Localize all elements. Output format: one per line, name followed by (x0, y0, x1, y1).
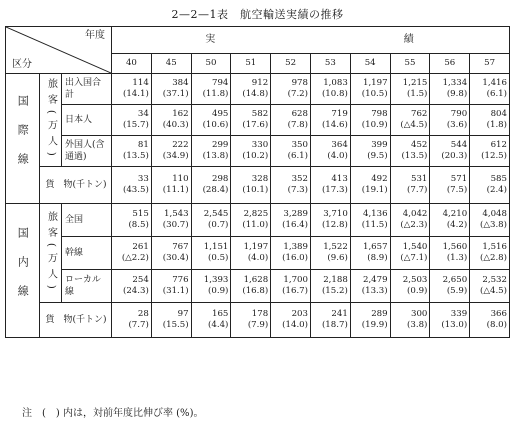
data-cell (430, 136, 470, 167)
data-cell (390, 74, 430, 105)
cell-growth-rate: (7.9) (247, 320, 269, 330)
data-cell (430, 74, 470, 105)
data-cell (191, 237, 231, 270)
category-label: 幹線 (62, 237, 112, 270)
data-cell (191, 74, 231, 105)
data-cell (191, 270, 231, 303)
category-label: 日本人 (62, 105, 112, 136)
cell-value: 4,042 (402, 208, 428, 219)
cell-value: 628 (291, 108, 308, 119)
cell-growth-rate: (30.4) (162, 253, 189, 263)
data-cell (271, 303, 311, 338)
data-cell (191, 204, 231, 237)
cell-growth-rate: (0.9) (407, 286, 428, 296)
data-cell (390, 270, 430, 303)
year-header: 40 (112, 54, 152, 74)
cell-growth-rate: (31.1) (162, 286, 189, 296)
cell-value: 2,650 (442, 274, 468, 285)
cell-growth-rate: (14.0) (282, 320, 308, 330)
cell-value: 366 (490, 308, 507, 319)
footnote: 注 ( ) 内は，対前年度比伸び率 (%)。 (22, 408, 204, 419)
data-cell (151, 204, 191, 237)
cell-value: 1,334 (442, 77, 468, 88)
data-cell (311, 167, 351, 204)
cell-growth-rate: (16.7) (282, 286, 308, 296)
cell-growth-rate: (12.5) (481, 151, 507, 161)
cell-value: 794 (212, 77, 229, 88)
cell-growth-rate: (△2.8) (480, 253, 507, 263)
cell-growth-rate: (△4.5) (480, 286, 507, 296)
cell-value: 97 (177, 308, 189, 319)
cell-growth-rate: (24.3) (122, 286, 149, 296)
data-cell (112, 204, 152, 237)
cell-value: 330 (251, 139, 269, 150)
cell-growth-rate: (△7.1) (400, 253, 428, 263)
passenger-label-domestic: 旅客(万人) (40, 204, 62, 303)
data-cell (470, 270, 510, 303)
data-cell (231, 74, 271, 105)
data-cell (311, 74, 351, 105)
table-row-intl-total (6, 74, 510, 105)
data-cell (271, 105, 311, 136)
cell-value: 912 (251, 77, 269, 88)
cell-value: 582 (251, 108, 269, 119)
data-cell (430, 167, 470, 204)
cell-growth-rate: (13.5) (401, 151, 428, 161)
cell-value: 203 (291, 308, 308, 319)
cell-growth-rate: (40.3) (162, 120, 189, 130)
cell-value: 4,048 (482, 208, 507, 219)
cell-value: 1,197 (362, 77, 388, 88)
cell-value: 299 (212, 139, 229, 150)
cell-value: 1,083 (323, 77, 348, 88)
cell-growth-rate: (15.2) (321, 286, 348, 296)
data-cell (390, 167, 430, 204)
year-header: 51 (231, 54, 271, 74)
cell-value: 767 (172, 241, 189, 252)
cell-value: 790 (450, 108, 468, 119)
cell-value: 114 (132, 77, 149, 88)
data-cell (112, 105, 152, 136)
data-cell (231, 270, 271, 303)
data-cell (112, 167, 152, 204)
table-row-intl-japanese (6, 105, 510, 136)
year-header: 55 (390, 54, 430, 74)
cell-growth-rate: (37.1) (162, 89, 189, 99)
cell-value: 1,393 (203, 274, 229, 285)
cell-growth-rate: (20.3) (441, 151, 468, 161)
group-header-b: 績 (311, 27, 510, 54)
cell-growth-rate: (△3.8) (480, 220, 507, 230)
category-label: 外国人(含通過) (62, 136, 112, 167)
cell-growth-rate: (11.8) (202, 89, 229, 99)
cell-growth-rate: (9.8) (446, 89, 468, 99)
data-cell (151, 237, 191, 270)
cell-value: 492 (371, 173, 388, 184)
category-label: 出入国合計 (62, 74, 112, 105)
cell-value: 1,389 (283, 241, 308, 252)
cell-growth-rate: (16.8) (242, 286, 269, 296)
data-cell (271, 237, 311, 270)
data-cell (350, 105, 390, 136)
cell-value: 298 (212, 173, 229, 184)
cell-growth-rate: (13.5) (122, 151, 149, 161)
cell-value: 4,210 (442, 208, 468, 219)
cell-value: 1,543 (164, 208, 189, 219)
cell-growth-rate: (16.4) (282, 220, 308, 230)
cell-growth-rate: (1.8) (486, 120, 507, 130)
table-row-dom-trunk (6, 237, 510, 270)
data-cell (350, 237, 390, 270)
cell-growth-rate: (9.5) (367, 151, 388, 161)
cell-value: 1,522 (323, 241, 348, 252)
cell-value: 762 (410, 108, 428, 119)
cell-value: 328 (251, 173, 269, 184)
data-cell (470, 74, 510, 105)
cell-growth-rate: (7.5) (446, 185, 468, 195)
year-header: 45 (151, 54, 191, 74)
cell-value: 776 (172, 274, 189, 285)
data-cell (350, 204, 390, 237)
cell-growth-rate: (10.5) (361, 89, 388, 99)
cell-value: 28 (137, 308, 149, 319)
cell-growth-rate: (9.6) (327, 253, 348, 263)
cell-growth-rate: (15.7) (122, 120, 149, 130)
year-header: 54 (350, 54, 390, 74)
cell-value: 178 (251, 308, 269, 319)
data-cell (151, 303, 191, 338)
data-cell (271, 136, 311, 167)
data-cell (151, 74, 191, 105)
data-cell (311, 270, 351, 303)
year-header: 52 (271, 54, 311, 74)
data-cell (470, 303, 510, 338)
cell-value: 4,136 (362, 208, 388, 219)
air-transport-table (5, 26, 510, 338)
cell-growth-rate: (11.1) (162, 185, 189, 195)
data-cell (231, 105, 271, 136)
data-cell (271, 204, 311, 237)
cell-growth-rate: (19.1) (361, 185, 388, 195)
cell-value: 612 (490, 139, 507, 150)
cell-growth-rate: (△2.2) (121, 253, 149, 263)
data-cell (390, 303, 430, 338)
cell-growth-rate: (4.2) (446, 220, 468, 230)
cell-value: 300 (410, 308, 428, 319)
cell-growth-rate: (13.0) (441, 320, 468, 330)
cell-growth-rate: (3.8) (407, 320, 428, 330)
cell-growth-rate: (10.1) (242, 185, 269, 195)
data-cell (191, 167, 231, 204)
cargo-label-international: 貨 物(千トン) (40, 167, 112, 204)
cell-value: 413 (331, 173, 348, 184)
data-cell (350, 167, 390, 204)
region-label-international: 国際線 (6, 74, 40, 204)
table-row-intl-cargo (6, 167, 510, 204)
table-row-dom-local (6, 270, 510, 303)
data-cell (430, 270, 470, 303)
data-cell (271, 270, 311, 303)
cell-value: 585 (490, 173, 507, 184)
cell-growth-rate: (12.8) (321, 220, 348, 230)
cell-growth-rate: (5.9) (446, 286, 468, 296)
data-cell (470, 237, 510, 270)
cell-value: 110 (172, 173, 189, 184)
cell-growth-rate: (10.9) (361, 120, 388, 130)
data-cell (470, 136, 510, 167)
cell-value: 81 (137, 139, 149, 150)
data-cell (112, 136, 152, 167)
cell-value: 1,516 (482, 241, 507, 252)
year-header: 56 (430, 54, 470, 74)
cell-value: 531 (410, 173, 428, 184)
data-cell (430, 237, 470, 270)
data-cell (151, 105, 191, 136)
cell-value: 1,657 (362, 241, 388, 252)
cell-value: 2,532 (482, 274, 507, 285)
data-cell (350, 303, 390, 338)
cell-growth-rate: (18.7) (321, 320, 348, 330)
group-header-a: 実 (112, 27, 311, 54)
cell-value: 495 (212, 108, 229, 119)
cell-growth-rate: (4.4) (208, 320, 229, 330)
data-cell (112, 237, 152, 270)
year-header: 50 (191, 54, 231, 74)
cell-value: 3,710 (323, 208, 348, 219)
cell-value: 289 (371, 308, 388, 319)
cell-value: 384 (172, 77, 189, 88)
cell-value: 364 (331, 139, 348, 150)
data-cell (350, 270, 390, 303)
cell-value: 339 (450, 308, 468, 319)
cell-value: 2,545 (203, 208, 229, 219)
data-cell (470, 167, 510, 204)
cell-value: 165 (212, 308, 229, 319)
data-cell (231, 303, 271, 338)
cell-growth-rate: (17.3) (321, 185, 348, 195)
cell-value: 254 (132, 274, 149, 285)
cell-growth-rate: (14.8) (242, 89, 269, 99)
cell-growth-rate: (16.0) (282, 253, 308, 263)
cell-value: 719 (331, 108, 348, 119)
year-label: 年度 (85, 30, 106, 41)
data-cell (231, 204, 271, 237)
data-cell (350, 136, 390, 167)
cell-value: 1,700 (283, 274, 308, 285)
cell-value: 1,151 (203, 241, 229, 252)
data-cell (390, 136, 430, 167)
data-cell (311, 303, 351, 338)
data-cell (151, 270, 191, 303)
data-cell (151, 136, 191, 167)
data-cell (430, 204, 470, 237)
data-cell (311, 105, 351, 136)
cargo-label-domestic: 貨 物(千トン) (40, 303, 112, 338)
cell-growth-rate: (3.6) (446, 120, 468, 130)
data-cell (470, 204, 510, 237)
cell-growth-rate: (2.4) (486, 185, 507, 195)
cell-growth-rate: (6.1) (287, 151, 308, 161)
cell-growth-rate: (7.2) (287, 89, 308, 99)
data-cell (231, 167, 271, 204)
cell-value: 34 (137, 108, 149, 119)
cell-growth-rate: (6.1) (486, 89, 507, 99)
cell-value: 222 (172, 139, 189, 150)
data-cell (390, 204, 430, 237)
data-cell (151, 167, 191, 204)
cell-value: 162 (172, 108, 189, 119)
data-cell (470, 105, 510, 136)
data-cell (430, 303, 470, 338)
cell-growth-rate: (30.7) (162, 220, 189, 230)
cell-value: 399 (371, 139, 388, 150)
passenger-label-international: 旅客(万人) (40, 74, 62, 167)
cell-value: 1,215 (402, 77, 428, 88)
cell-value: 261 (132, 241, 149, 252)
cell-growth-rate: (11.0) (242, 220, 269, 230)
cell-growth-rate: (13.8) (202, 151, 229, 161)
cell-value: 1,416 (482, 77, 507, 88)
cell-value: 3,289 (283, 208, 308, 219)
cell-growth-rate: (14.6) (321, 120, 348, 130)
data-cell (390, 237, 430, 270)
data-cell (311, 136, 351, 167)
table-row-dom-cargo (6, 303, 510, 338)
table-row-intl-foreign (6, 136, 510, 167)
cell-value: 33 (137, 173, 149, 184)
data-cell (191, 105, 231, 136)
data-cell (191, 303, 231, 338)
data-cell (430, 105, 470, 136)
cell-value: 2,503 (402, 274, 428, 285)
cell-value: 1,560 (442, 241, 468, 252)
data-cell (271, 74, 311, 105)
cell-growth-rate: (7.8) (287, 120, 308, 130)
header-corner (6, 27, 112, 74)
category-label: 全国 (62, 204, 112, 237)
cell-value: 1,197 (243, 241, 269, 252)
cell-value: 544 (450, 139, 468, 150)
year-header: 57 (470, 54, 510, 74)
cell-growth-rate: (0.5) (208, 253, 229, 263)
cell-growth-rate: (11.5) (361, 220, 388, 230)
cell-value: 798 (371, 108, 388, 119)
data-cell (112, 303, 152, 338)
cell-growth-rate: (10.2) (242, 151, 269, 161)
data-cell (231, 136, 271, 167)
data-cell (112, 270, 152, 303)
data-cell (112, 74, 152, 105)
cell-growth-rate: (8.5) (128, 220, 149, 230)
cell-growth-rate: (13.3) (361, 286, 388, 296)
cell-growth-rate: (1.3) (446, 253, 468, 263)
cell-growth-rate: (28.4) (202, 185, 229, 195)
cell-value: 1,540 (402, 241, 428, 252)
cell-growth-rate: (4.0) (247, 253, 269, 263)
cell-value: 452 (410, 139, 428, 150)
area-label: 区分 (12, 58, 32, 70)
region-label-domestic: 国内線 (6, 204, 40, 338)
cell-growth-rate: (4.0) (327, 151, 348, 161)
data-cell (350, 74, 390, 105)
cell-growth-rate: (△2.3) (400, 220, 428, 230)
cell-growth-rate: (10.8) (321, 89, 348, 99)
data-cell (311, 204, 351, 237)
header-row-groups (6, 27, 510, 54)
cell-growth-rate: (8.9) (367, 253, 388, 263)
cell-growth-rate: (15.5) (162, 320, 189, 330)
cell-growth-rate: (△4.5) (400, 120, 428, 130)
data-cell (311, 237, 351, 270)
cell-growth-rate: (10.6) (202, 120, 229, 130)
cell-growth-rate: (7.7) (407, 185, 428, 195)
cell-value: 2,479 (362, 274, 388, 285)
cell-value: 2,825 (243, 208, 269, 219)
cell-growth-rate: (17.6) (242, 120, 269, 130)
data-cell (390, 105, 430, 136)
category-label: ローカル線 (62, 270, 112, 303)
data-cell (231, 237, 271, 270)
cell-growth-rate: (7.3) (287, 185, 308, 195)
cell-growth-rate: (1.5) (407, 89, 428, 99)
cell-growth-rate: (0.7) (208, 220, 229, 230)
cell-growth-rate: (0.9) (208, 286, 229, 296)
cell-value: 978 (291, 77, 308, 88)
cell-growth-rate: (43.5) (122, 185, 149, 195)
cell-growth-rate: (8.0) (486, 320, 507, 330)
cell-value: 2,188 (323, 274, 348, 285)
year-header: 53 (311, 54, 351, 74)
cell-value: 352 (291, 173, 308, 184)
cell-value: 241 (331, 308, 348, 319)
cell-value: 1,628 (243, 274, 269, 285)
cell-value: 350 (291, 139, 308, 150)
cell-growth-rate: (14.1) (122, 89, 149, 99)
data-cell (271, 167, 311, 204)
cell-growth-rate: (34.9) (162, 151, 189, 161)
table-row-dom-total (6, 204, 510, 237)
table-title: 2—2—1表 航空輸送実績の推移 (171, 8, 344, 21)
cell-growth-rate: (19.9) (361, 320, 388, 330)
cell-growth-rate: (7.7) (128, 320, 149, 330)
cell-value: 515 (132, 208, 149, 219)
cell-value: 804 (490, 108, 507, 119)
cell-value: 571 (450, 173, 468, 184)
data-cell (191, 136, 231, 167)
